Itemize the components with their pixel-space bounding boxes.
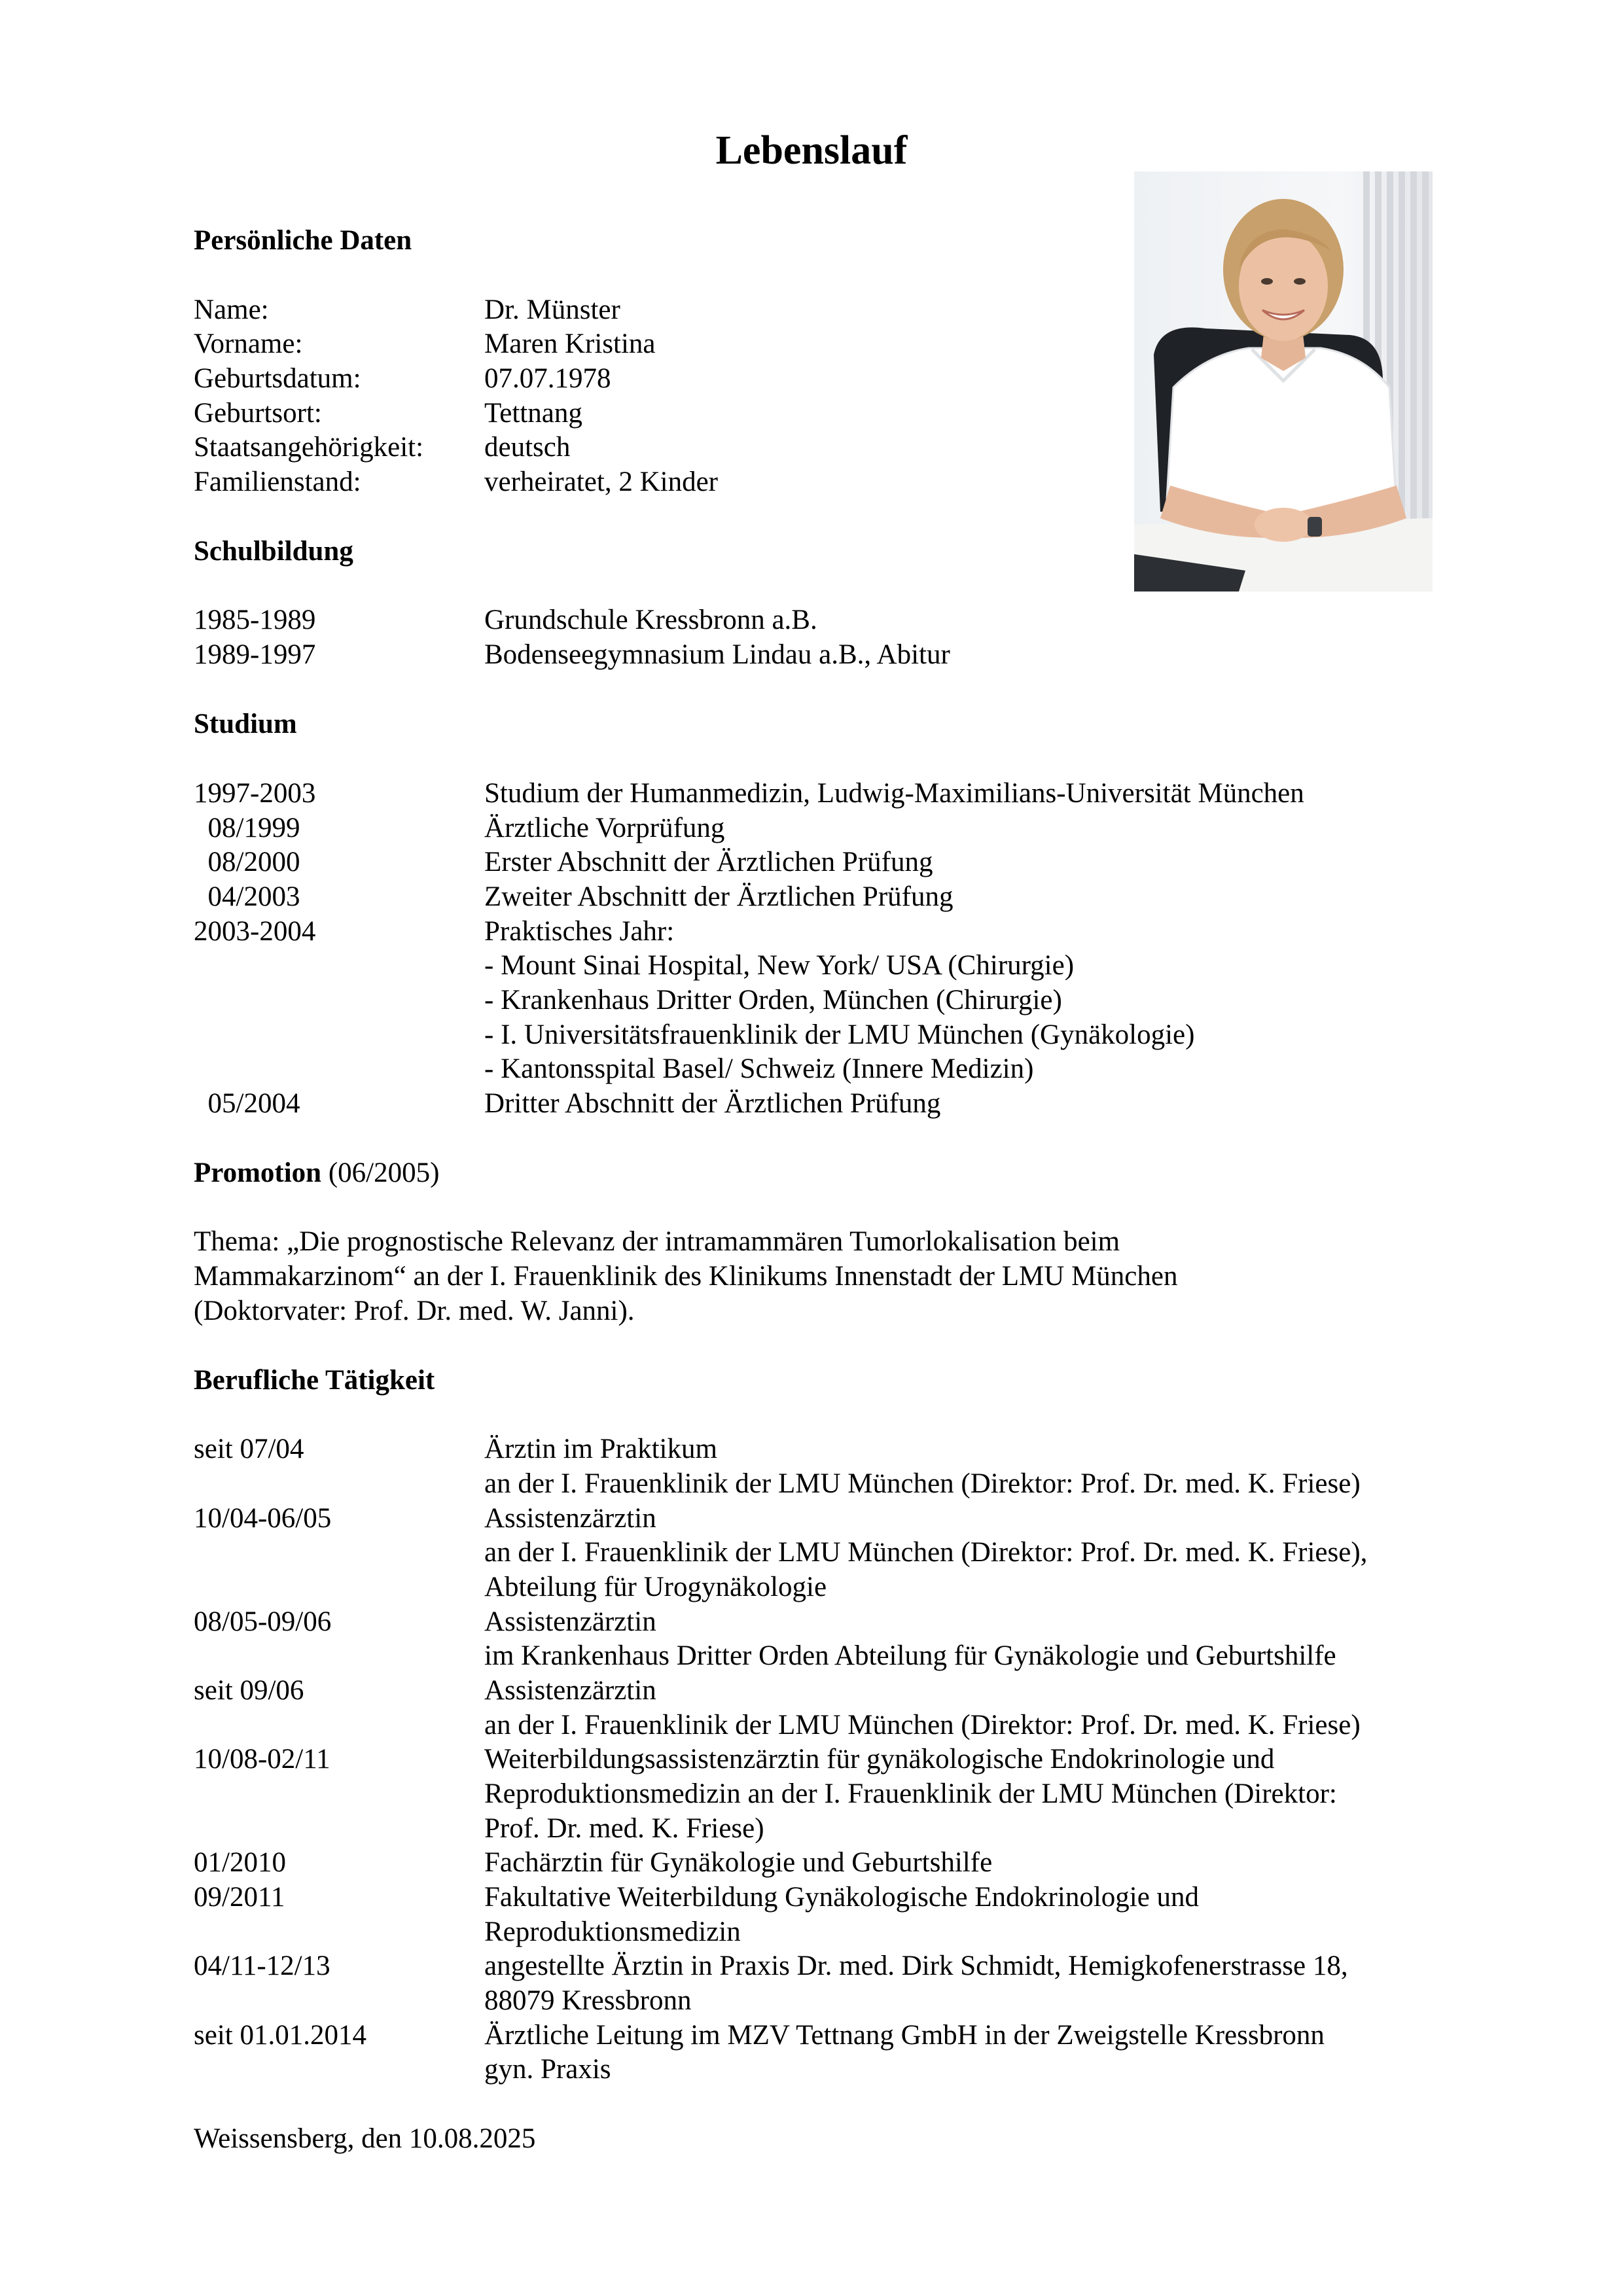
row-label: 04/2003 [194,881,300,912]
row-value: verheiratet, 2 Kinder [484,467,718,497]
row-value: Assistenzärztin [484,1675,656,1706]
row-value: 07.07.1978 [484,363,611,394]
row-label: 10/08-02/11 [194,1744,330,1775]
row-label: Geburtsort: [194,398,322,429]
section-heading-personal: Persönliche Daten [194,225,412,256]
promotion-date: (06/2005) [321,1157,440,1188]
row-value: Grundschule Kressbronn a.B. [484,605,817,635]
row-value: Ärztliche Vorprüfung [484,813,725,843]
row-label: Familienstand: [194,467,361,497]
row-value: Studium der Humanmedizin, Ludwig-Maximilians-Universität München [484,778,1304,809]
row-value: Fachärztin für Gynäkologie und Geburtshilfe [484,1847,993,1878]
row-value: Dr. Münster [484,294,620,325]
row-value: Dritter Abschnitt der Ärztlichen Prüfung [484,1088,941,1119]
section-heading-school: Schulbildung [194,536,353,567]
row-value: angestellte Ärztin in Praxis Dr. med. Dirk Schmidt, Hemigkofenerstrasse 18, [484,1951,1348,1981]
row-value: Erster Abschnitt der Ärztlichen Prüfung [484,847,933,877]
row-label: 1989-1997 [194,639,316,670]
row-value: Prof. Dr. med. K. Friese) [484,1813,764,1844]
section-heading-promotion [194,1156,439,1190]
row-value: Maren Kristina [484,328,656,359]
row-label: 04/11-12/13 [194,1951,330,1981]
row-label: seit 09/06 [194,1675,304,1706]
row-value: an der I. Frauenklinik der LMU München (Direktor: Prof. Dr. med. K. Friese) [484,1468,1361,1499]
promotion-line: (Doktorvater: Prof. Dr. med. W. Janni). [194,1296,635,1326]
row-value: Ärztliche Leitung im MZV Tettnang GmbH in der Zweigstelle Kressbronn [484,2020,1325,2051]
page-title: Lebenslauf [715,128,908,173]
row-value: Ärztin im Praktikum [484,1434,717,1464]
row-value: an der I. Frauenklinik der LMU München (Direktor: Prof. Dr. med. K. Friese), [484,1537,1368,1568]
row-value: deutsch [484,432,571,463]
row-label: 08/2000 [194,847,300,877]
promotion-line: Thema: „Die prognostische Relevanz der intramammären Tumorlokalisation beim [194,1226,1120,1257]
row-label: 08/05-09/06 [194,1606,332,1637]
row-label: seit 07/04 [194,1434,304,1464]
row-label: Vorname: [194,328,303,359]
row-label: Name: [194,294,269,325]
row-value: Abteilung für Urogynäkologie [484,1572,827,1602]
row-value: - I. Universitätsfrauenklinik der LMU München (Gynäkologie) [484,1019,1195,1050]
row-value: 88079 Kressbronn [484,1985,692,2016]
row-value: Reproduktionsmedizin [484,1916,741,1947]
row-value: Praktisches Jahr: [484,916,675,947]
section-heading-career: Berufliche Tätigkeit [194,1365,435,1396]
row-label: 1997-2003 [194,778,316,809]
row-label: 08/1999 [194,813,300,843]
row-label: 1985-1989 [194,605,316,635]
row-label: seit 01.01.2014 [194,2020,366,2051]
row-label: Staatsangehörigkeit: [194,432,424,463]
row-value: Reproduktionsmedizin an der I. Frauenklinik der LMU München (Direktor: [484,1778,1337,1809]
row-value: gyn. Praxis [484,2054,611,2085]
row-value: Assistenzärztin [484,1606,656,1637]
row-value: Fakultative Weiterbildung Gynäkologische Endokrinologie und [484,1882,1200,1913]
row-label: Geburtsdatum: [194,363,361,394]
section-heading-study: Studium [194,709,297,739]
row-value: Bodenseegymnasium Lindau a.B., Abitur [484,639,950,670]
row-value: - Mount Sinai Hospital, New York/ USA (Chirurgie) [484,950,1075,981]
row-value: - Krankenhaus Dritter Orden, München (Chirurgie) [484,985,1062,1016]
row-value: - Kantonsspital Basel/ Schweiz (Innere Medizin) [484,1053,1034,1084]
row-value: Weiterbildungsassistenzärztin für gynäkologische Endokrinologie und [484,1744,1275,1775]
row-label: 05/2004 [194,1088,300,1119]
row-label: 09/2011 [194,1882,285,1913]
row-value: im Krankenhaus Dritter Orden Abteilung für Gynäkologie und Geburtshilfe [484,1640,1336,1671]
row-value: Tettnang [484,398,582,429]
row-value: Assistenzärztin [484,1503,656,1534]
closing-place-date: Weissensberg, den 10.08.2025 [194,2123,536,2154]
row-label: 10/04-06/05 [194,1503,332,1534]
row-label: 2003-2004 [194,916,316,947]
row-value: Zweiter Abschnitt der Ärztlichen Prüfung [484,881,954,912]
promotion-heading: Promotion [194,1157,322,1188]
row-label: 01/2010 [194,1847,286,1878]
promotion-line: Mammakarzinom“ an der I. Frauenklinik des Klinikums Innenstadt der LMU München [194,1261,1178,1292]
row-value: an der I. Frauenklinik der LMU München (Direktor: Prof. Dr. med. K. Friese) [484,1710,1361,1740]
